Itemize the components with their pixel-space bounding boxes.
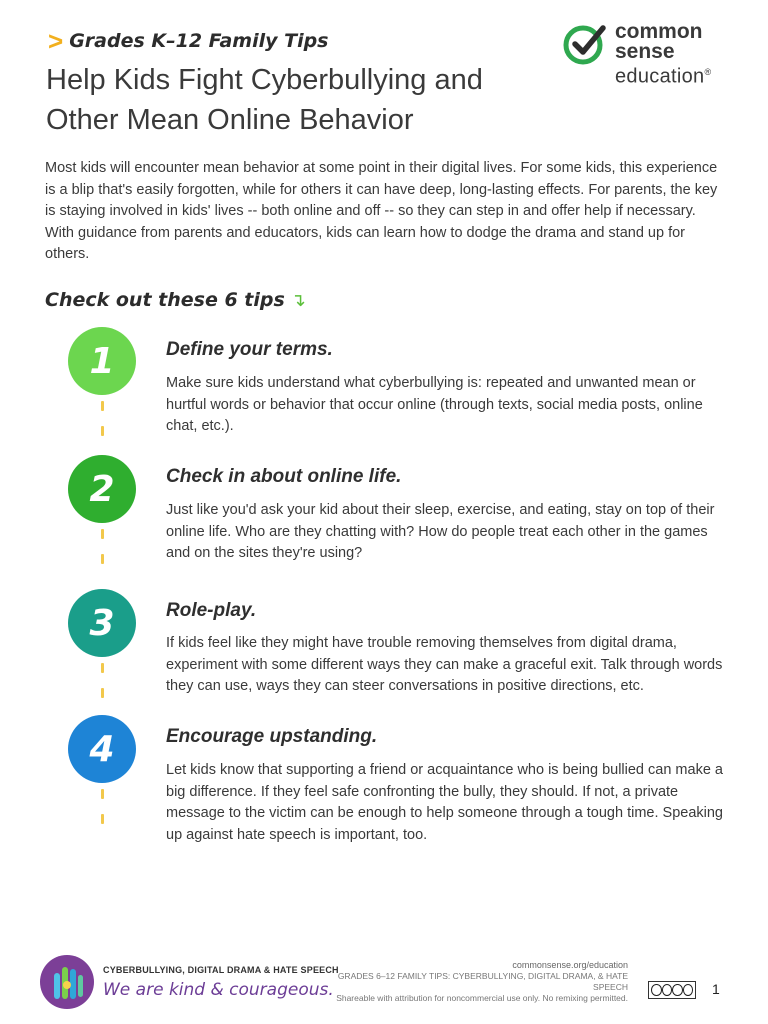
- by-icon: [662, 984, 673, 996]
- eyebrow: [48, 28, 329, 54]
- footer-url[interactable]: commonsense.org/education: [512, 960, 628, 970]
- dash-divider: [101, 789, 104, 799]
- intro-paragraph: Most kids will encounter mean behavior at some point in their digital lives. For some kids, this experience is a blip that's easily forgotten, while for others it can have deep, long-lasting effects. For parents, the key is staying involved in kids' lives -- both online and off -- so they can step in and offer help if necessary. With guidance from parents and educators, kids can learn how to dodge the drama and stand up for others.: [45, 160, 718, 262]
- chevron-right-icon: >: [48, 26, 64, 56]
- tip-3-body: If kids feel like they might have trouble removing themselves from digital drama, experiment with some different ways they can make a graceful exit. Talk through words they can use, ways they can steer conversations in positive directions, etc.: [166, 635, 723, 694]
- tip-2-body: Just like you'd ask your kid about their sleep, exercise, and eating, stay on top of their online life. Who are they chatting with? How do people treat each other in the games and on the sites they're using?: [166, 502, 715, 561]
- footer-info: [308, 960, 628, 1004]
- eyebrow-text: Grades K–12 Family Tips: [69, 30, 329, 52]
- step-number-3: 3: [68, 589, 136, 657]
- tip-3-title: Role-play.: [166, 600, 257, 621]
- step-number-1: 1: [68, 327, 136, 395]
- dash-divider: [101, 663, 104, 673]
- creative-commons-badge-icon: [648, 981, 696, 999]
- footer-doc-title: GRADES 6–12 FAMILY TIPS: CYBERBULLYING, DIGITAL DRAMA, & HATE SPEECH: [337, 971, 628, 992]
- step-number-4: 4: [68, 715, 136, 783]
- page-title: Help Kids Fight Cyberbullying and Other Mean Online Behavior: [46, 64, 483, 136]
- logo-word-common: common: [615, 20, 703, 43]
- logo-word-education: education®: [615, 65, 712, 88]
- dash-divider: [101, 426, 104, 436]
- tip-1-title: Define your terms.: [166, 339, 333, 360]
- tips-heading-text: Check out these 6 tips: [45, 289, 285, 311]
- step-number-2: 2: [68, 455, 136, 523]
- dash-divider: [101, 554, 104, 564]
- dash-divider: [101, 688, 104, 698]
- nc-icon: [672, 984, 683, 996]
- tip-1-body: Make sure kids understand what cyberbullying is: repeated and unwanted mean or hurtful words or behavior that occur online (through texts, social media posts, online chat, etc.).: [166, 375, 703, 434]
- footer-tag: CYBERBULLYING, DIGITAL DRAMA & HATE SPEECH: [103, 965, 339, 975]
- tip-4-body: Let kids know that supporting a friend or acquaintance who is being bullied can make a big difference. If they feel safe confronting the bully, they should. If not, a private message to the victim can be enough to help someone through a tough time. Speaking up against hate speech is important, too.: [166, 762, 723, 843]
- logo-word-sense: sense: [615, 40, 675, 63]
- page-number: 1: [712, 981, 720, 997]
- footer-slogan: We are kind & courageous.: [103, 980, 334, 1000]
- hands-badge-icon: [40, 955, 94, 1009]
- tip-4-title: Encourage upstanding.: [166, 726, 378, 747]
- dash-divider: [101, 401, 104, 411]
- nd-icon: [683, 984, 694, 996]
- curly-arrow-icon: ↴: [290, 289, 306, 310]
- checkmark-circle-icon: [563, 22, 607, 66]
- tips-heading: [45, 289, 306, 311]
- common-sense-logo[interactable]: [563, 22, 711, 87]
- cc-icon: [651, 984, 662, 996]
- dash-divider: [101, 529, 104, 539]
- tip-2-title: Check in about online life.: [166, 466, 402, 487]
- dash-divider: [101, 814, 104, 824]
- footer-license-note: Shareable with attribution for noncommercial use only. No remixing permitted.: [336, 993, 628, 1003]
